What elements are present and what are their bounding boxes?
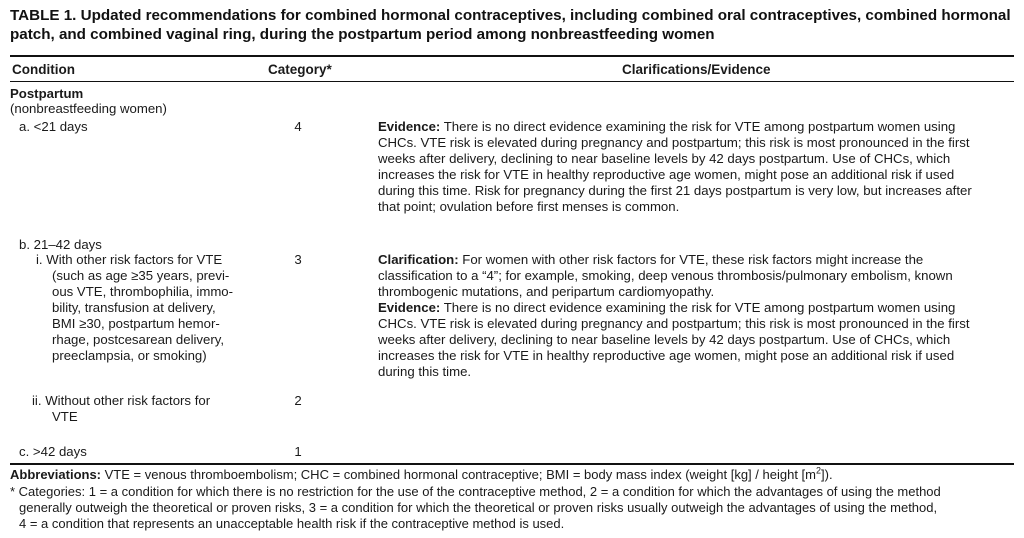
row-b-i-category: 3: [294, 252, 302, 267]
row-b-ii-label-line: VTE: [52, 409, 78, 424]
row-b-i-evidence-line: weeks after delivery, declining to near baseline levels by 42 days postpartum. Use of CHCs, which: [378, 332, 951, 347]
row-b-i-evidence-label: Evidence:: [378, 300, 441, 315]
row-b-i-label-line: bility, transfusion at delivery,: [52, 300, 216, 315]
column-header-clarifications: Clarifications/Evidence: [622, 62, 771, 77]
row-a-evidence-line: increases the risk for VTE in healthy reproductive age women, might pose an additional risk if used: [378, 167, 955, 182]
footnote-abbreviations-text: VTE = venous thromboembolism; CHC = combined hormonal contraceptive; BMI = body mass index (weight [kg] / height [m: [101, 467, 816, 482]
row-b-ii-label-line: ii. Without other risk factors for: [32, 393, 211, 408]
footnote-abbreviations: [10, 467, 833, 483]
row-a-evidence-line: weeks after delivery, declining to near baseline levels by 42 days postpartum. Use of CHCs, which: [378, 151, 951, 166]
row-b-i-label-line: (such as age ≥35 years, previ-: [52, 268, 230, 283]
footnote-categories-line: * Categories: 1 = a condition for which there is no restriction for the use of the contraceptive method, 2 = a condition for which the advantages of using the method: [10, 484, 941, 499]
row-b-ii-category: 2: [294, 393, 302, 408]
row-a-label: a. <21 days: [19, 119, 88, 134]
row-b-i-evidence-line-1: [378, 300, 955, 316]
table-title: [10, 6, 1014, 44]
row-b-i-evidence-first: There is no direct evidence examining the risk for VTE among postpartum women using: [440, 300, 956, 315]
footnote-abbreviations-label: Abbreviations:: [10, 467, 102, 482]
row-b-i-label-line: ous VTE, thrombophilia, immo-: [52, 284, 234, 299]
table-page: [10, 6, 1014, 534]
row-b-i-clarification-first: For women with other risk factors for VTE, these risk factors might increase the: [458, 252, 924, 267]
row-a-evidence-label: Evidence:: [378, 119, 441, 134]
row-b-i-clarification-line-1: [378, 252, 923, 268]
row-b-i-label-line: preeclampsia, or smoking): [52, 348, 207, 363]
row-a-evidence-first: There is no direct evidence examining the risk for VTE among postpartum women using: [440, 119, 956, 134]
row-b-i-evidence-line: CHCs. VTE risk is elevated during pregnancy and postpartum; this risk is most pronounced in the first: [378, 316, 970, 331]
row-a-evidence-line: during this time. Risk for pregnancy during the first 21 days postpartum is very low, but increases after: [378, 183, 972, 198]
table-bottom-rule: [10, 463, 1014, 465]
row-a-category: 4: [294, 119, 302, 134]
row-b-i-label-line: i. With other risk factors for VTE: [36, 252, 223, 267]
footnote-categories-line: generally outweigh the theoretical or proven risks, 3 = a condition for which the theoretical or proven risks usually outweigh the advantages of using the method,: [19, 500, 938, 515]
footnote-abbreviations-superscript: 2: [815, 465, 821, 476]
header-top-rule: [10, 55, 1014, 57]
row-b-i-clarification-line: thrombogenic mutations, and peripartum cardiomyopathy.: [378, 284, 715, 299]
section-heading: Postpartum: [10, 86, 84, 101]
section-subheading: (nonbreastfeeding women): [10, 101, 167, 116]
table-title-line-1: TABLE 1. Updated recommendations for combined hormonal contraceptives, including combined oral contraceptives, combined hormonal: [10, 7, 1011, 24]
row-a-evidence-line: that point; ovulation before first menses is common.: [378, 199, 680, 214]
row-b-i-clarification-label: Clarification:: [378, 252, 459, 267]
row-a-evidence-line: CHCs. VTE risk is elevated during pregnancy and postpartum; this risk is most pronounced in the first: [378, 135, 970, 150]
row-a-evidence-line-1: [378, 119, 955, 135]
row-b-i-evidence-line: increases the risk for VTE in healthy reproductive age women, might pose an additional risk if used: [378, 348, 955, 363]
column-header-category: Category*: [268, 62, 332, 77]
row-b-i-label-line: BMI ≥30, postpartum hemor-: [52, 316, 220, 331]
footnote-abbreviations-end: ]).: [821, 467, 833, 482]
row-c-label: c. >42 days: [19, 444, 87, 459]
row-b-i-label-line: rhage, postcesarean delivery,: [52, 332, 225, 347]
header-bottom-rule: [10, 81, 1014, 82]
footnote-categories-line: 4 = a condition that represents an unacceptable health risk if the contraceptive method is used.: [19, 516, 565, 531]
row-b-i-clarification-line: classification to a “4”; for example, smoking, deep venous thrombosis/pulmonary embolism, known: [378, 268, 953, 283]
column-header-condition: Condition: [12, 62, 75, 77]
row-b-label: b. 21–42 days: [19, 237, 102, 252]
table-title-line-2: patch, and combined vaginal ring, during the postpartum period among nonbreastfeeding women: [10, 26, 715, 43]
row-b-i-evidence-line: during this time.: [378, 364, 472, 379]
row-c-category: 1: [294, 444, 302, 459]
